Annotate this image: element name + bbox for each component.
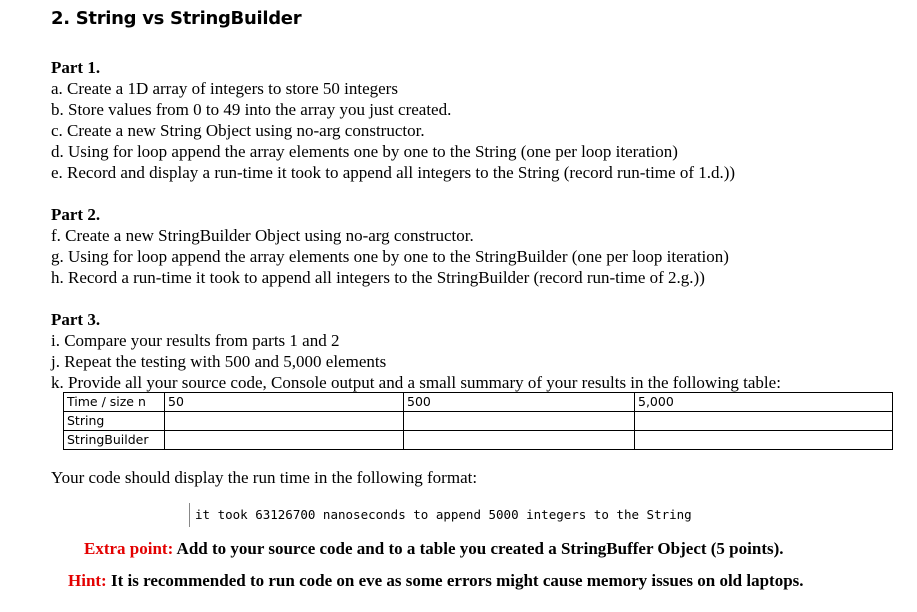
part3-line-k: k. Provide all your source code, Console output and a small summary of your results in the following table: — [51, 373, 781, 392]
table-cell — [635, 431, 893, 450]
part1-line-e: e. Record and display a run-time it took to append all integers to the String (record run-time of 1.d.)) — [51, 163, 736, 182]
table-cell — [165, 412, 404, 431]
extra-point-note — [84, 539, 784, 559]
part1-line-d: d. Using for loop append the array elements one by one to the String (one per loop iteration) — [51, 142, 678, 161]
results-table — [63, 392, 893, 450]
table-cell — [404, 412, 635, 431]
part3-line-j: j. Repeat the testing with 500 and 5,000 elements — [51, 352, 387, 371]
part1-line-a: a. Create a 1D array of integers to store 50 integers — [51, 79, 398, 98]
table-header-cell: 5,000 — [635, 393, 893, 412]
part2-line-g: g. Using for loop append the array elements one by one to the StringBuilder (one per loop iteration) — [51, 247, 729, 266]
hint-text: It is recommended to run code on eve as some errors might cause memory issues on old laptops. — [106, 571, 804, 590]
table-cell — [165, 431, 404, 450]
extra-point-label: Extra point: — [84, 539, 174, 558]
format-intro: Your code should display the run time in the following format: — [51, 468, 478, 487]
part2-title: Part 2. — [51, 205, 101, 224]
part2-line-h: h. Record a run-time it took to append all integers to the StringBuilder (record run-time of 2.g.)) — [51, 268, 705, 287]
table-header-cell: Time / size n — [64, 393, 165, 412]
table-row — [64, 431, 893, 450]
part3-title: Part 3. — [51, 310, 101, 329]
table-cell — [635, 412, 893, 431]
section-heading: 2. String vs StringBuilder — [51, 8, 302, 29]
part2-line-f: f. Create a new StringBuilder Object using no-arg constructor. — [51, 226, 474, 245]
hint-label: Hint: — [68, 571, 107, 590]
table-row — [64, 412, 893, 431]
part1-line-b: b. Store values from 0 to 49 into the array you just created. — [51, 100, 452, 119]
hint-note — [68, 571, 804, 591]
table-row-label: String — [64, 412, 165, 431]
extra-point-text: Add to your source code and to a table you created a StringBuffer Object (5 points). — [173, 539, 784, 558]
part3-line-i: i. Compare your results from parts 1 and 2 — [51, 331, 340, 350]
part1-line-c: c. Create a new String Object using no-arg constructor. — [51, 121, 425, 140]
table-cell — [404, 431, 635, 450]
code-sample: it took 63126700 nanoseconds to append 5000 integers to the String — [189, 503, 692, 527]
table-header-cell: 50 — [165, 393, 404, 412]
table-row-label: StringBuilder — [64, 431, 165, 450]
part1-title: Part 1. — [51, 58, 101, 77]
table-header-cell: 500 — [404, 393, 635, 412]
table-header-row — [64, 393, 893, 412]
